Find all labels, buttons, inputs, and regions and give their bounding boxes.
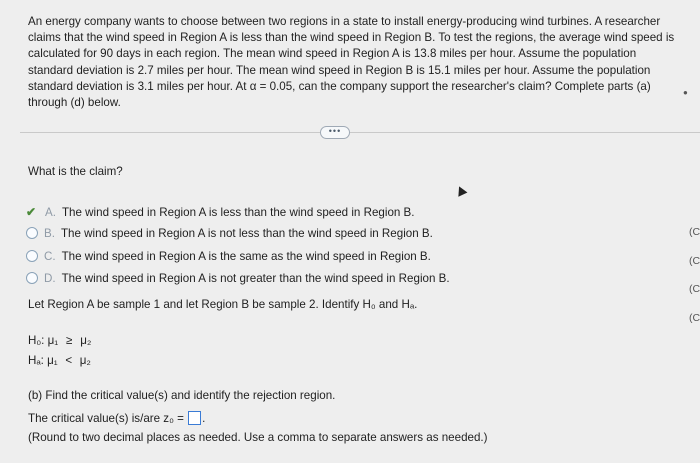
radio-button[interactable] (26, 272, 38, 284)
null-hypothesis: H₀: μ₁ ≥ μ₂ (28, 334, 92, 347)
rounding-note: (Round to two decimal places as needed. Use a comma to separate answers as needed.) (28, 431, 488, 444)
clipped-side-text: (C (689, 255, 700, 267)
radio-button[interactable] (26, 250, 38, 262)
section-divider (20, 132, 700, 133)
clipped-side-text: (C (689, 283, 700, 295)
part-b-prompt: (b) Find the critical value(s) and identify the rejection region. (28, 389, 336, 402)
critical-value-row: The critical value(s) is/are z₀ = . (28, 412, 206, 425)
claim-option-d[interactable]: D. The wind speed in Region A is not greater than the wind speed in Region B. (26, 270, 450, 288)
claim-option-c[interactable]: C. The wind speed in Region A is the same as the wind speed in Region B. (26, 248, 431, 266)
claim-option-b[interactable]: B. The wind speed in Region A is not less than the wind speed in Region B. (26, 225, 433, 243)
problem-statement: An energy company wants to choose between two regions in a state to install energy-producing wind turbines. A researcher claims that the wind speed in Region A is less than the wind speed in Region B. To test the regions, the average wind speed is calculated for 90 days in each region. The mean wind speed in Region A is 13.8 miles per hour. Assume the population standard deviation is 2.7 miles per hour. The mean wind speed in Region B is 15.1 miles per hour. Assume the population standard deviation is 3.1 miles per hour. At α = 0.05, can the company support the researcher's claim? Complete parts (a) through (d) below. (28, 15, 675, 110)
expand-more-button[interactable]: ••• (320, 126, 350, 139)
claim-question: What is the claim? (28, 165, 123, 178)
critical-value-input[interactable] (188, 411, 201, 425)
alternative-hypothesis: Hₐ: μ₁ < μ₂ (28, 354, 91, 367)
claim-option-a[interactable]: ✔ A. The wind speed in Region A is less than the wind speed in Region B. (26, 205, 415, 219)
clipped-side-text: (C (689, 312, 700, 324)
mouse-cursor-icon (455, 184, 468, 196)
scroll-indicator-icon[interactable]: ● (683, 88, 688, 97)
checkmark-icon: ✔ (26, 205, 37, 219)
hypotheses-intro: Let Region A be sample 1 and let Region B be sample 2. Identify H₀ and Hₐ. (28, 298, 418, 311)
radio-button[interactable] (26, 227, 38, 239)
h0-relation-select[interactable]: ≥ (66, 334, 73, 347)
clipped-side-text: (C (689, 226, 700, 238)
ha-relation-select[interactable]: < (65, 354, 73, 367)
